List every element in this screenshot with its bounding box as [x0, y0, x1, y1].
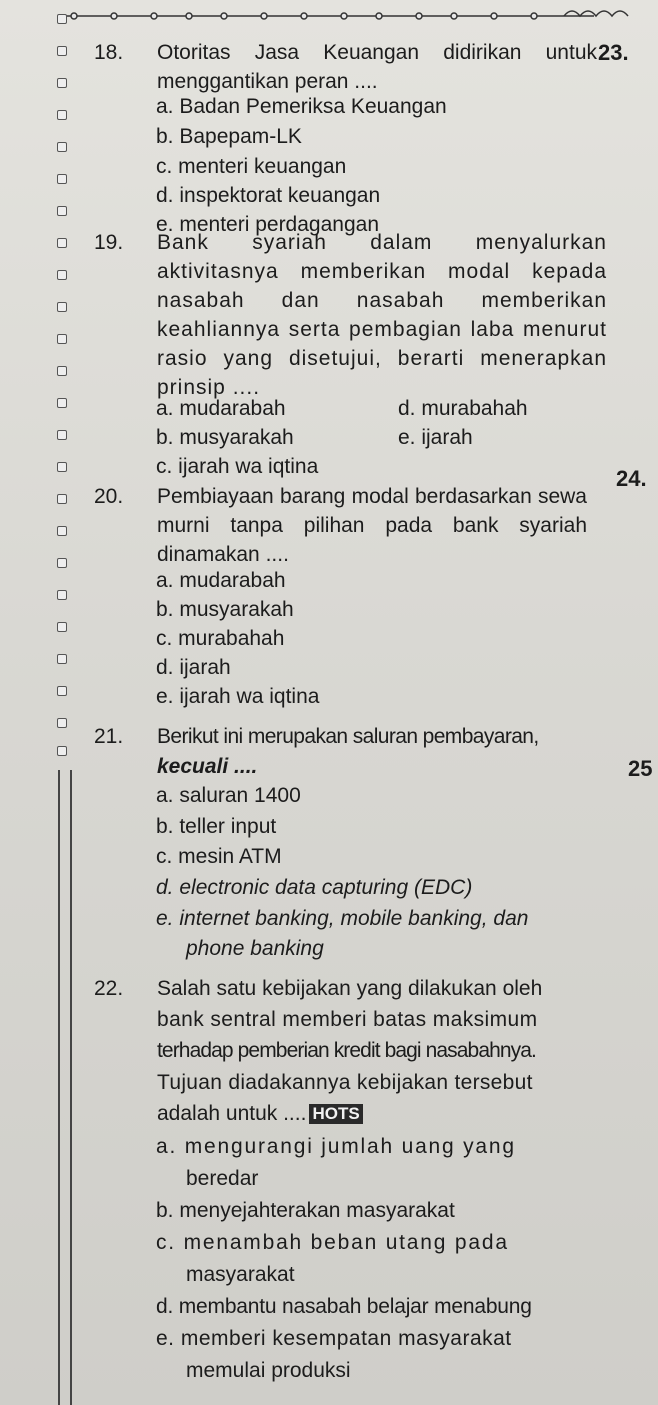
binding-hole	[57, 366, 67, 376]
question-number: 22.	[94, 977, 124, 1000]
option: c. menambah beban utang pada	[156, 1231, 509, 1254]
binding-spine	[0, 0, 70, 1405]
hots-badge: HOTS	[309, 1104, 362, 1124]
option: d. electronic data capturing (EDC)	[156, 876, 473, 899]
side-number: 23.	[598, 40, 629, 65]
option-continuation: memulai produksi	[186, 1359, 351, 1382]
question-text	[157, 1099, 363, 1128]
option: e. internet banking, mobile banking, dan	[156, 907, 529, 930]
option: c. mesin ATM	[156, 845, 282, 868]
option: a. mengurangi jumlah uang yang	[156, 1135, 516, 1158]
binding-hole	[57, 142, 67, 152]
question-text: Tujuan diadakannya kebijakan tersebut	[157, 1071, 533, 1094]
option: d. membantu nasabah belajar menabung	[156, 1295, 532, 1318]
binding-hole	[57, 558, 67, 568]
binding-hole	[57, 398, 67, 408]
binding-hole	[57, 110, 67, 120]
side-number: 24.	[616, 466, 647, 491]
side-number: 25	[628, 756, 653, 781]
binding-hole	[57, 526, 67, 536]
binding-hole	[57, 14, 67, 24]
binding-hole	[57, 746, 67, 756]
option-continuation: phone banking	[186, 937, 324, 960]
binding-hole	[57, 46, 67, 56]
binding-hole	[57, 430, 67, 440]
option: a. mudarabah	[156, 397, 286, 420]
question-text: bank sentral memberi batas maksimum	[157, 1008, 538, 1031]
option: c. murabahah	[156, 627, 285, 650]
option: d. inspektorat keuangan	[156, 184, 381, 207]
question-number: 19.	[94, 231, 124, 254]
binding-hole	[57, 238, 67, 248]
question-text: Salah satu kebijakan yang dilakukan oleh	[157, 977, 543, 1000]
binding-hole	[57, 654, 67, 664]
option: d. murabahah	[398, 397, 528, 420]
binding-hole	[57, 270, 67, 280]
question-text: Berikut ini merupakan saluran pembayaran,	[157, 725, 539, 748]
spiral-binding-decoration	[64, 6, 658, 26]
option-continuation: beredar	[186, 1167, 259, 1190]
question-text: Pembiayaan barang modal berdasarkan sewa murni tanpa pilihan pada bank syariah dinamakan ....	[157, 485, 587, 566]
binding-hole	[57, 462, 67, 472]
option: b. teller input	[156, 815, 277, 838]
binding-hole	[57, 78, 67, 88]
option: c. menteri keuangan	[156, 155, 347, 178]
question-text: Otoritas Jasa Keuangan didirikan untuk menggantikan peran ....	[157, 41, 597, 93]
question-number: 21.	[94, 725, 124, 748]
option: b. Bapepam-LK	[156, 125, 302, 148]
option: e. menteri perdagangan	[156, 213, 379, 236]
question-number: 20.	[94, 485, 124, 508]
binding-hole	[57, 718, 67, 728]
option: a. Badan Pemeriksa Keuangan	[156, 95, 447, 118]
binding-hole	[57, 206, 67, 216]
binding-hole	[57, 494, 67, 504]
binding-hole	[57, 302, 67, 312]
binding-hole	[57, 622, 67, 632]
option: b. menyejahterakan masyarakat	[156, 1199, 455, 1222]
option: c. ijarah wa iqtina	[156, 455, 319, 478]
option: b. musyarakah	[156, 598, 294, 621]
question-text-end: adalah untuk ....	[157, 1102, 307, 1125]
option: e. memberi kesempatan masyarakat	[156, 1327, 512, 1350]
option-continuation: masyarakat	[186, 1263, 295, 1286]
option: a. mudarabah	[156, 569, 286, 592]
binding-bar	[58, 770, 72, 1405]
option: a. saluran 1400	[156, 784, 301, 807]
binding-hole	[57, 174, 67, 184]
binding-hole	[57, 686, 67, 696]
binding-hole	[57, 334, 67, 344]
option: e. ijarah wa iqtina	[156, 685, 320, 708]
question-number: 18.	[94, 41, 124, 64]
option: e. ijarah	[398, 426, 473, 449]
question-text: terhadap pemberian kredit bagi nasabahnya.	[157, 1039, 536, 1062]
question-text-emphasis: kecuali ....	[157, 755, 258, 778]
option: b. musyarakah	[156, 426, 294, 449]
question-text: Bank syariah dalam menyalurkan aktivitasnya memberikan modal kepada nasabah dan nasabah memberikan keahliannya serta pembagian laba menurut rasio yang disetujui, berarti menerapkan prinsip ....	[157, 231, 607, 399]
option: d. ijarah	[156, 656, 231, 679]
binding-hole	[57, 590, 67, 600]
